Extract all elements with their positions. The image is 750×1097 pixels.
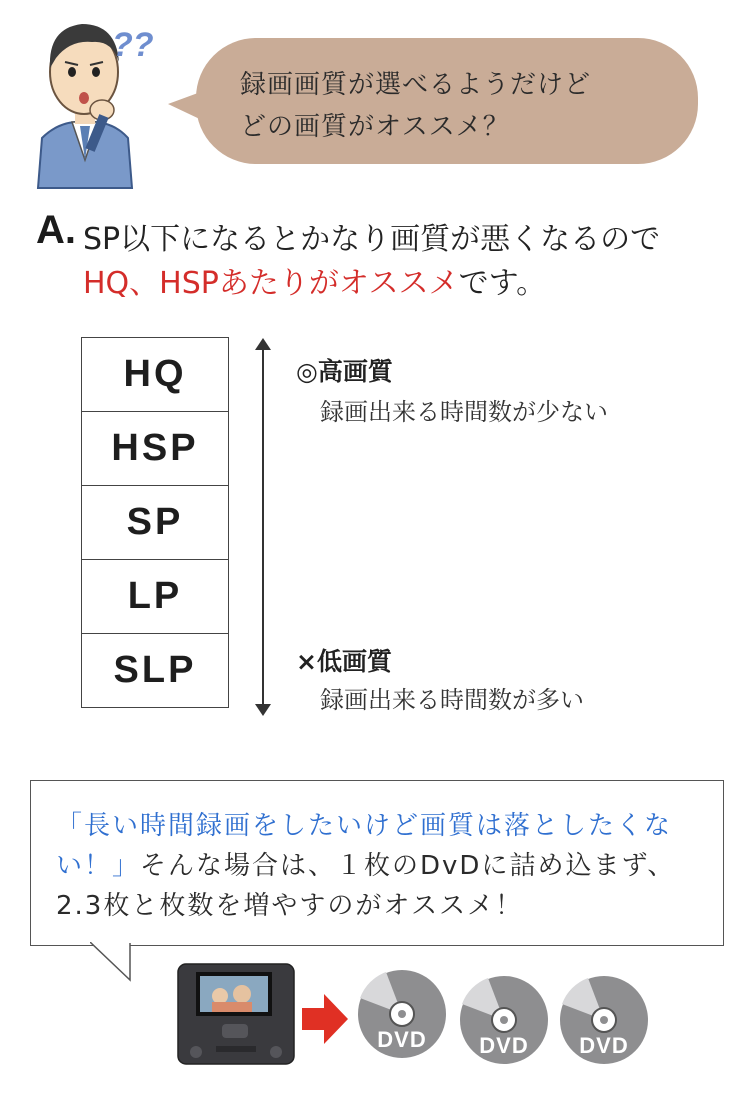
- answer-line-2-rest: です。: [458, 266, 547, 301]
- answer-highlight: HQ、HSPあたりがオススメ: [83, 266, 459, 301]
- dvd-disc-2-label: DVD: [479, 1033, 529, 1058]
- dvd-disc-3-label: DVD: [579, 1033, 629, 1058]
- quality-scale-arrow: [252, 336, 274, 718]
- tip-text: [56, 806, 716, 926]
- question-line-2: どの画質がオススメ？: [240, 112, 510, 142]
- red-arrow-icon: [302, 990, 348, 1048]
- low-quality-title: ×低画質: [296, 647, 392, 676]
- question-marks: ??: [112, 26, 154, 64]
- dvd-disc-1-label: DVD: [377, 1027, 427, 1052]
- tip-bubble-tail: [90, 942, 140, 982]
- quality-cell-hq: HQ: [123, 353, 187, 395]
- dvd-disc-2: [458, 974, 550, 1066]
- tip-highlight: 「長い時間録画をしたいけど画質は落としたくない！」: [56, 811, 673, 881]
- answer-line-2: [83, 258, 546, 302]
- dvd-disc-1: [356, 968, 448, 1060]
- low-quality-desc: 録画出来る時間数が多い: [320, 686, 584, 714]
- dvd-disc-3: [558, 974, 650, 1066]
- quality-cell-sp: SP: [82, 485, 228, 559]
- quality-cell-hsp: HSP: [82, 411, 228, 485]
- answer-line-1: SP以下になるとかなり画質が悪くなるので: [83, 222, 661, 257]
- answer-label: A.: [36, 208, 76, 252]
- quality-cell-lp: LP: [82, 559, 228, 633]
- quality-cell-slp: SLP: [82, 633, 228, 707]
- dvd-recorder-device-image: [176, 962, 296, 1067]
- high-quality-desc: 録画出来る時間数が少ない: [320, 398, 608, 426]
- quality-table: [81, 337, 229, 708]
- question-bubble-tail: [168, 90, 206, 122]
- tip-rest: そんな場合は、１枚のDvDに詰め込まず、2.3枚と枚数を増やすのがオススメ！: [56, 851, 676, 921]
- high-quality-title: ◎高画質: [296, 357, 393, 386]
- question-text: [240, 64, 680, 148]
- question-line-1: 録画画質が選べるようだけど: [240, 70, 592, 100]
